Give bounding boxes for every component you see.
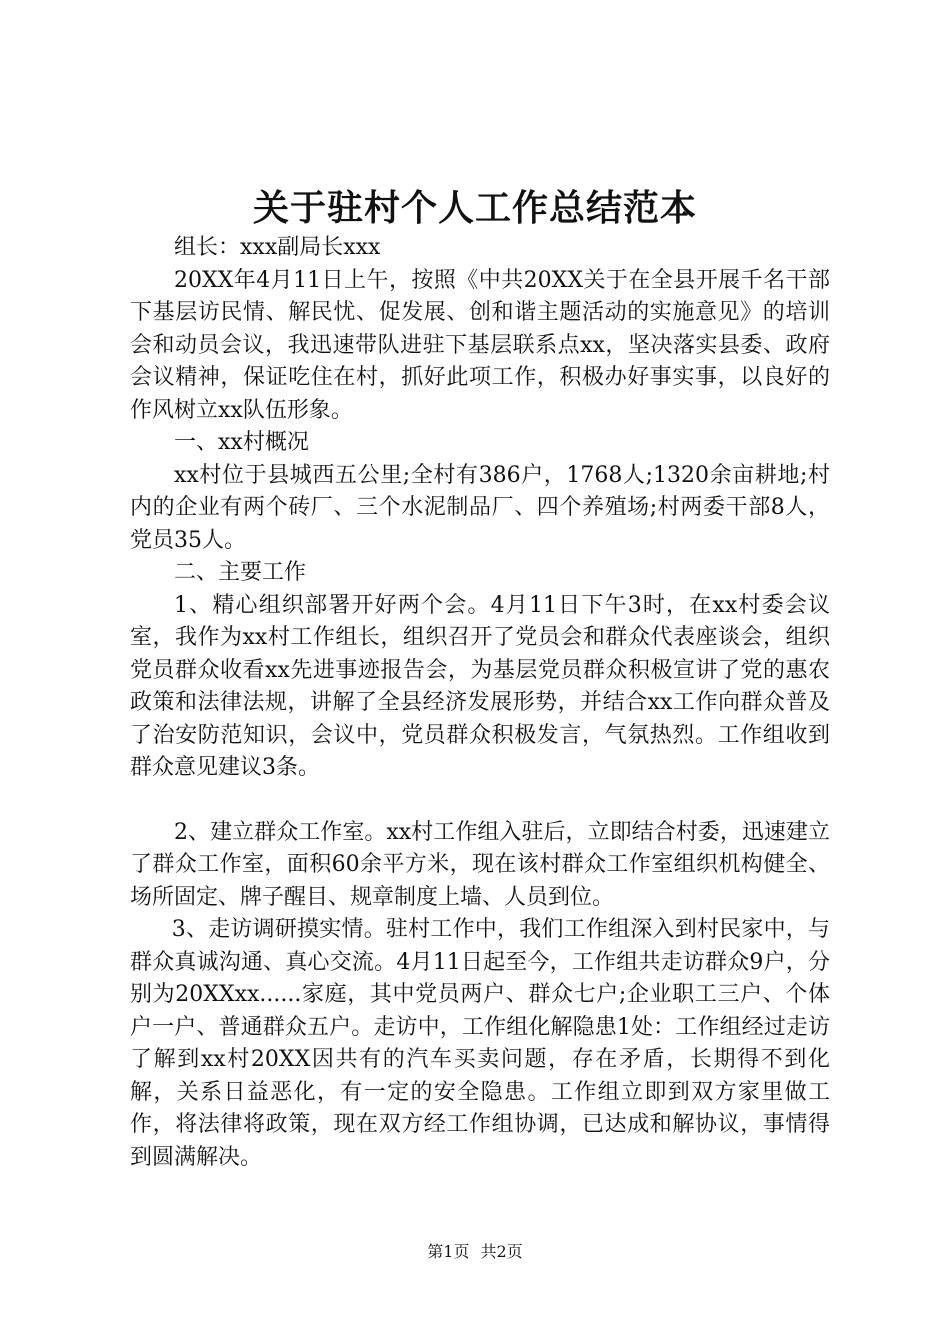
paragraph-work-2: 2、建立群众工作室。xx村工作组入驻后，立即结合村委，迅速建立了群众工作室，面积60余平方米，现在该村群众工作室组织机构健全、场所固定、牌子醒目、规章制度上墙、人员到位。 bbox=[130, 819, 830, 910]
page-number-current: 第1页 bbox=[427, 1242, 470, 1261]
section-heading-main-work: 二、主要工作 bbox=[174, 560, 307, 585]
paragraph-intro: 20XX年4月11日上午，按照《中共20XX关于在全县开展千名干部下基层访民情、解民忧、促发展、创和谐主题活动的实施意见》的培训会和动员会议，我迅速带队进驻下基层联系点xx，坚决落实县委、政府会议精神，保证吃住在村，抓好此项工作，积极办好事实事，以良好的作风树立xx队伍形象。 bbox=[130, 267, 830, 423]
page-number-total: 共2页 bbox=[480, 1242, 523, 1261]
page-footer bbox=[0, 1241, 950, 1263]
document-body bbox=[130, 232, 830, 1174]
paragraph-gap bbox=[130, 785, 830, 817]
paragraph-work-3: 3、走访调研摸实情。驻村工作中，我们工作组深入到村民家中，与群众真诚沟通、真心交流。4月11日起至今，工作组共走访群众9户，分别为20XXxx......家庭，其中党员两户、群众七户;企业职工三户、个体户一户、普通群众五户。走访中，工作组化解隐患1处：工作组经过走访了解到xx村20XX因共有的汽车买卖问题，存在矛盾，长期得不到化解，关系日益恶化，有一定的安全隐患。工作组立即到双方家里做工作，将法律将政策，现在双方经工作组协调，已达成和解协议，事情得到圆满解决。 bbox=[130, 917, 830, 1170]
paragraph-overview: xx村位于县城西五公里;全村有386户，1768人;1320余亩耕地;村内的企业有两个砖厂、三个水泥制品厂、四个养殖场;村两委干部8人，党员35人。 bbox=[130, 462, 830, 553]
document-title: 关于驻村个人工作总结范本 bbox=[252, 187, 697, 229]
paragraph-leader: 组长：xxx副局长xxx bbox=[174, 235, 381, 260]
paragraph-work-1: 1、精心组织部署开好两个会。4月11日下午3时，在xx村委会议室，我作为xx村工作组长，组织召开了党员会和群众代表座谈会，组织党员群众收看xx先进事迹报告会，为基层党员群众积极宣讲了党的惠农政策和法律法规，讲解了全县经济发展形势，并结合xx工作向群众普及了治安防范知识，会议中，党员群众积极发言，气氛热烈。工作组收到群众意见建议3条。 bbox=[130, 592, 830, 780]
section-heading-overview: 一、xx村概况 bbox=[174, 430, 309, 455]
